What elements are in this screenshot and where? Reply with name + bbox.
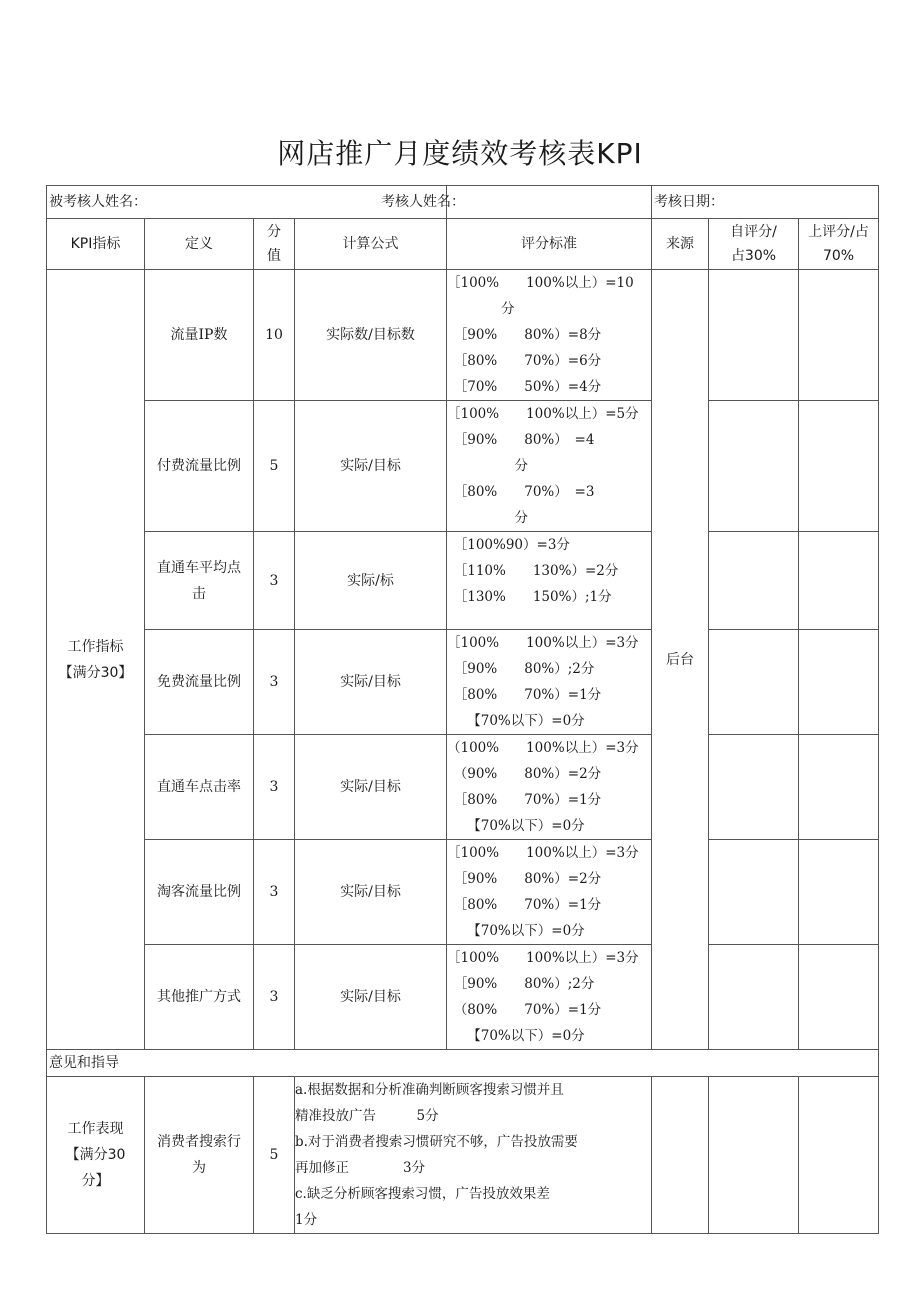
score-cell: 3 [254, 945, 295, 1050]
header-kpi: KPI指标 [47, 219, 145, 270]
opinion-row [47, 1050, 879, 1077]
self-score-input[interactable] [709, 945, 799, 1050]
criteria-cell: （100% 100%以上）=3分 （90% 80%）=2分 ［80% 70%）=1分 【70%以下）=0分 [447, 735, 652, 840]
header-supervisor-score: 上评分/占 70% [799, 219, 879, 270]
definition-cell: 免费流量比例 [145, 630, 254, 735]
table-row [47, 401, 879, 532]
self-score-input[interactable] [709, 270, 799, 401]
table-row [47, 532, 879, 630]
score-cell: 5 [254, 401, 295, 532]
header-self-score: 自评分/ 占30% [709, 219, 799, 270]
header-score: 分 值 [254, 219, 295, 270]
page-title: 网店推广月度绩效考核表KPI [277, 137, 643, 170]
formula-cell: 实际/标 [295, 532, 447, 630]
table-row [47, 630, 879, 735]
self-score-input[interactable] [709, 532, 799, 630]
criteria-cell: ［100% 100%以上）=10 分 ［90% 80%）=8分 ［80% 70%）=6分 ［70% 50%）=4分 [447, 270, 652, 401]
supervisor-score-input[interactable] [799, 1077, 879, 1234]
work-performance-label: 工作表现 【满分30 分】 [47, 1077, 145, 1234]
supervisor-score-input[interactable] [799, 270, 879, 401]
kpi-table [46, 185, 879, 1234]
self-score-input[interactable] [709, 401, 799, 532]
score-cell: 5 [254, 1077, 295, 1234]
criteria-cell: ［100% 100%以上）=3分 ［90% 80%）;2分 ［80% 70%）=1分 【70%以下）=0分 [447, 630, 652, 735]
score-cell: 3 [254, 532, 295, 630]
definition-cell: 消费者搜索行为 [145, 1077, 254, 1234]
supervisor-score-input[interactable] [799, 945, 879, 1050]
header-row [47, 219, 879, 270]
definition-cell: 其他推广方式 [145, 945, 254, 1050]
definition-cell: 直通车平均点击 [145, 532, 254, 630]
formula-cell: 实际/目标 [295, 401, 447, 532]
supervisor-score-input[interactable] [799, 840, 879, 945]
formula-cell: 实际/目标 [295, 945, 447, 1050]
criteria-cell: ［100% 100%以上）=3分 ［90% 80%）=2分 ［80% 70%）=1分 【70%以下）=0分 [447, 840, 652, 945]
definition-cell: 直通车点击率 [145, 735, 254, 840]
source-cell: 后台 [652, 270, 709, 1050]
work-indicator-label: 工作指标 【满分30】 [47, 270, 145, 1050]
table-row [47, 840, 879, 945]
score-cell: 3 [254, 630, 295, 735]
definition-cell: 淘客流量比例 [145, 840, 254, 945]
formula-cell: 实际/目标 [295, 840, 447, 945]
formula-cell: 实际数/目标数 [295, 270, 447, 401]
criteria-cell: ［100% 100%以上）=5分 ［90% 80%） =4 分 ［80% 70%） =3 分 [447, 401, 652, 532]
header-formula: 计算公式 [295, 219, 447, 270]
criteria-cell: ［100%90）=3分 ［110% 130%）=2分 ［130% 150%）;1分 [447, 532, 652, 630]
supervisor-score-input[interactable] [799, 401, 879, 532]
header-source: 来源 [652, 219, 709, 270]
performance-criteria-cell: a.根据数据和分析准确判断顾客搜索习惯并且 精准投放广告 5分 b.对于消费者搜索习惯研究不够，广告投放需要 再加修正 3分 c.缺乏分析顾客搜索习惯，广告投放效果差 1分 [295, 1077, 652, 1234]
table-row [47, 270, 879, 401]
source-cell [652, 1077, 709, 1234]
self-score-input[interactable] [709, 840, 799, 945]
score-cell: 3 [254, 735, 295, 840]
header-criteria: 评分标准 [447, 219, 652, 270]
table-row [47, 735, 879, 840]
table-row [47, 945, 879, 1050]
supervisor-score-input[interactable] [799, 630, 879, 735]
score-cell: 3 [254, 840, 295, 945]
opinion-field[interactable]: 意见和指导 [47, 1050, 879, 1077]
examiner-name-field[interactable]: 考核人姓名： [447, 186, 652, 219]
self-score-input[interactable] [709, 630, 799, 735]
definition-cell: 付费流量比例 [145, 401, 254, 532]
score-cell: 10 [254, 270, 295, 401]
self-score-input[interactable] [709, 735, 799, 840]
exam-date-field[interactable]: 考核日期： [652, 186, 879, 219]
supervisor-score-input[interactable] [799, 735, 879, 840]
self-score-input[interactable] [709, 1077, 799, 1234]
formula-cell: 实际/目标 [295, 630, 447, 735]
formula-cell: 实际/目标 [295, 735, 447, 840]
info-row [47, 186, 879, 219]
criteria-cell: ［100% 100%以上）=3分 ［90% 80%）;2分 （80% 70%）=1分 【70%以下）=0分 [447, 945, 652, 1050]
definition-cell: 流量IP数 [145, 270, 254, 401]
supervisor-score-input[interactable] [799, 532, 879, 630]
header-definition: 定义 [145, 219, 254, 270]
examinee-name-field[interactable]: 被考核人姓名： [47, 186, 447, 219]
performance-row [47, 1077, 879, 1234]
